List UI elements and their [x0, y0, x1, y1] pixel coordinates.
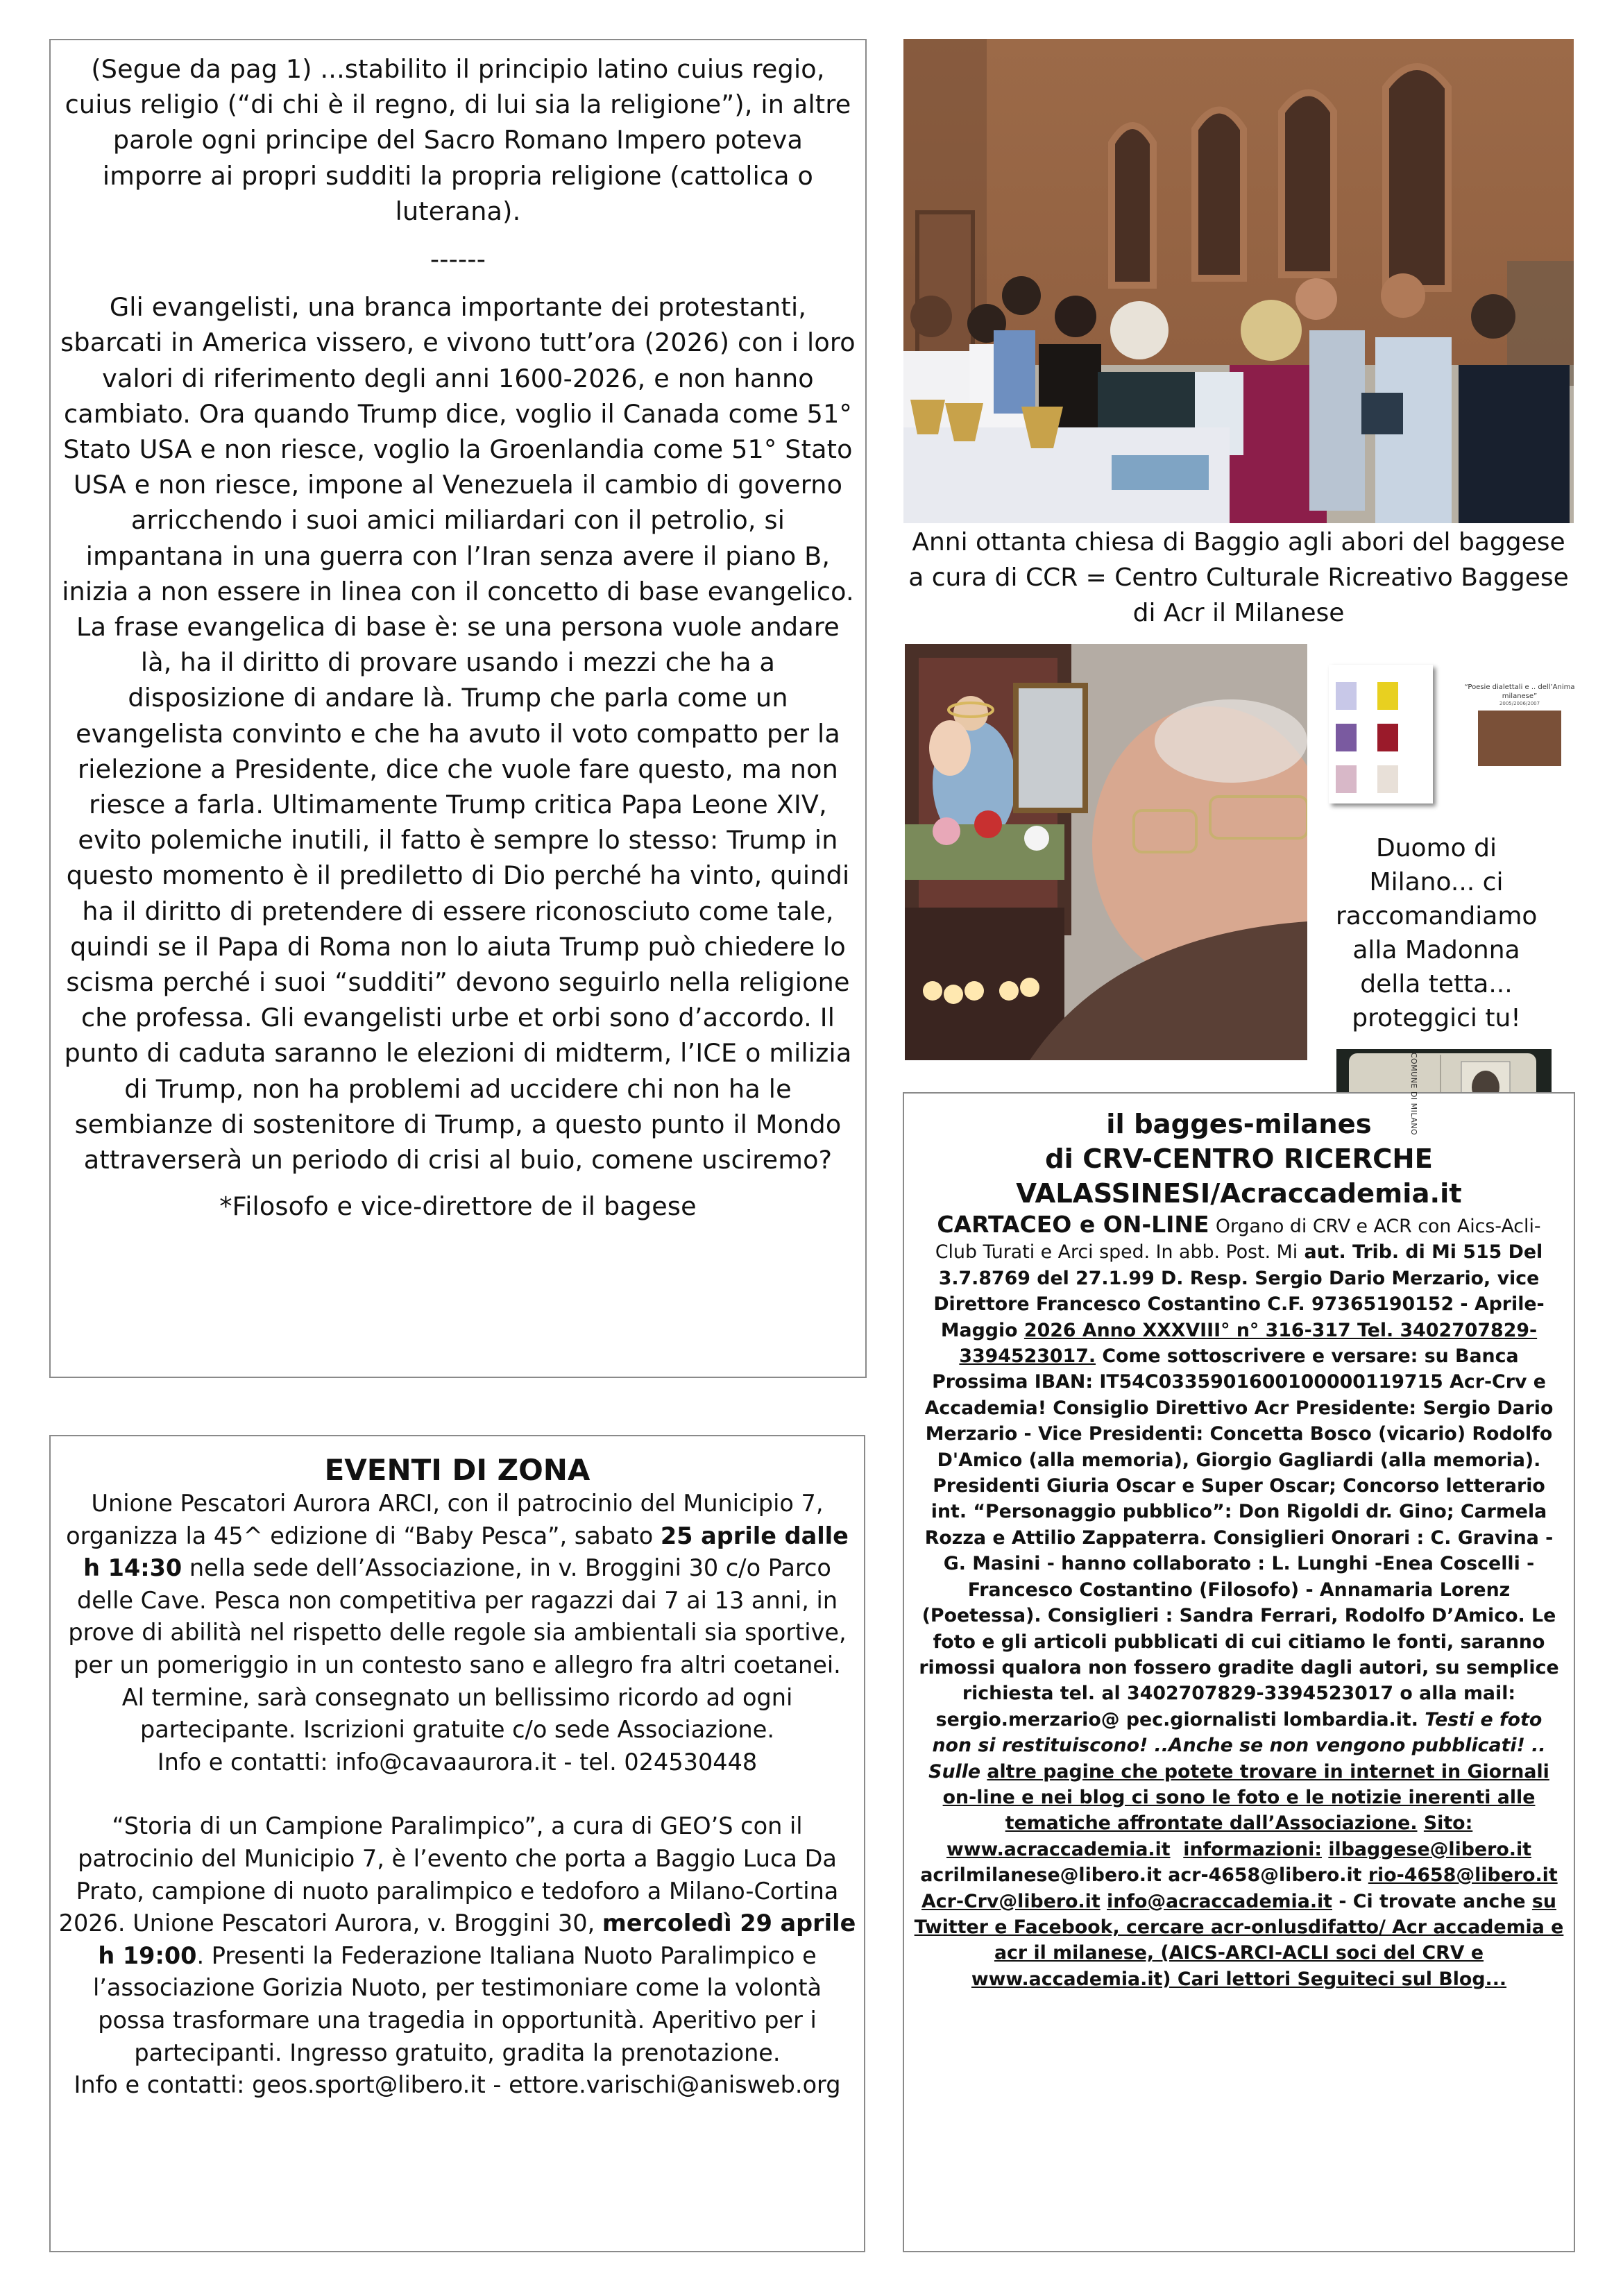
email-rio[interactable]: rio-4658@libero.it [1368, 1864, 1558, 1887]
email-ilbaggese[interactable]: ilbaggese@libero.it [1328, 1838, 1531, 1860]
masthead-body [914, 1211, 1564, 1992]
masthead-info-label: informazioni: [1183, 1838, 1322, 1860]
books-title: “Poesie dialettali e .. dell’Anima milanese” [1464, 683, 1575, 700]
events-spacer [58, 1778, 857, 1810]
book-cover [1336, 724, 1357, 751]
event-paralimpico [58, 1810, 857, 2069]
email-acr-crv[interactable]: Acr-Crv@libero.it [921, 1890, 1101, 1912]
event1-note: Al termine, sarà consegnato un bellissimo ricordo ad ogni partecipante. Iscrizioni gratuite c/o sede Associazione. [121, 1683, 793, 1744]
article-intro: (Segue da pag 1) ...stabilito il principio latino cuius regio, cuius religio (“di chi è il regno, di lui sia la religione”), in altre parole ogni principe del Sacro Romano Impero poteva imporre ai propri sudditi la propria religione (cattolica o luterana). [65, 54, 851, 226]
article-separator: ------ [430, 244, 486, 275]
email-info[interactable]: info@acraccademia.it [1107, 1890, 1332, 1912]
book-cover [1377, 765, 1398, 793]
duomo-caption: Duomo di Milano... ci raccomandiamo alla Madonna della tetta... proteggici tu! [1336, 834, 1538, 1032]
event2-date: mercoledì 29 aprile h 19:00 [98, 1910, 856, 1969]
masthead-links-intro: altre pagine che potete trovare in internet in Giornali on-line e nei blog ci sono le foto e le notizie inerenti alle tematiche affrontate dall’Associazione. [942, 1760, 1549, 1835]
books-catalog-page [1329, 665, 1433, 803]
article-body: Gli evangelisti, una branca importante dei protestanti, sbarcati in America vissero, e vivono tutt’ora (2026) con i loro valori di riferimento degli anni 1600-2026, e non hanno cambiato. Ora quando Trump dice, voglio il Canada come 51° Stato USA e non riesce, voglio la Groenlandia come 51° Stato USA e non riesce, impone al Venezuela il cambio di governo arricchendo i suoi amici miliardari con il petrolio, si impantana in una guerra con l’Iran senza avere il piano B, inizia a non essere in linea con il concetto di base evangelico. La frase evangelica di base è: se una persona vuole andare là, ha il diritto di provare usando i mezzi che ha a disposizione di andare là. Trump che parla come un evangelista convinto e che ha avuto il voto compatto per la rielezione a Presidente, dice che vuole fare questo, ma non riesce a farla. Ultimamente Trump critica Papa Leone XIV, evito polemiche inutili, il fatto è sempre lo stesso: Trump in questo momento è il prediletto di Dio perché ha vinto, quindi ha il diritto di pretendere di essere riconosciuto come tale, quindi se il Papa di Roma non lo aiuta Trump può chiedere lo scisma perché i suoi “sudditi” devono seguirlo nella religione che professa. Gli evangelisti urbe et orbi sono d’accordo. Il punto di caduta saranno le elezioni di midterm, l’ICE o milizia di Trump, non ha problemi ad uccidere chi non ha le sembianze di sostenitore di Trump, a questo punto il Mondo attraverserà un periodo di crisi al buio, comene usciremo? [60, 292, 856, 1175]
book-cover [1336, 682, 1357, 710]
event-baby-pesca [58, 1488, 857, 1682]
book-cover [1377, 724, 1398, 751]
masthead-disclaimer: Testi e foto non si restituiscono! ..Anche se non vengono pubblicati! .. Sulle [928, 1708, 1546, 1783]
book-cover [1336, 765, 1357, 793]
event1-text-b: nella sede dell’Associazione, in v. Broggini 30 c/o Parco delle Cave. Pesca non competitiva per ragazzi dai 7 ai 13 anni, in prove di abilità nel rispetto delle regole sia ambientali sia sportive, per un pomeriggio in un contesto sano e allegro fra altri coetanei. [68, 1554, 847, 1678]
book-cover [1377, 682, 1398, 710]
selfie-photo [905, 644, 1307, 1060]
ceremony-caption: Anni ottanta chiesa di Baggio agli abori del baggese a cura di CCR = Centro Culturale Ricreativo Baggese di Acr il Milanese [908, 528, 1569, 627]
masthead-subtitle: di CRV-CENTRO RICERCHE VALASSINESI/Acraccademia.it [1016, 1143, 1462, 1209]
ceremony-photo-image [903, 39, 1574, 523]
masthead-issue: 2026 Anno XXXVIII° n° 316-317 Tel. 3402707829-3394523017. [959, 1319, 1538, 1368]
idcard-label: COMUNE DI MILANO [1409, 1052, 1419, 1136]
event2-text-b: . Presenti la Federazione Italiana Nuoto Paralimpico e l’associazione Gorizia Nuoto, per testimoniare come la volontà possa trasformare una tragedia in opportunità. Aperitivo per i partecipanti. Ingresso gratuito, gradita la prenotazione. [92, 1941, 822, 2066]
masthead-authorization: aut. Trib. di Mi 515 Del 3.7.8769 del 27.1.99 D. Resp. Sergio Dario Merzario, vice Direttore Francesco Costantino C.F. 97365190152 - Aprile-Maggio [933, 1241, 1545, 1341]
event1-text-a: Unione Pescatori Aurora ARCI, con il patrocinio del Municipio 7, organizza la 45^ edizione di “Baby Pesca”, sabato [66, 1490, 824, 1549]
masthead-site-link[interactable]: Sito: www.acraccademia.it [946, 1812, 1473, 1860]
article-box [49, 39, 867, 1378]
masthead-subscribe: Come sottoscrivere e versare: su Banca Prossima IBAN: IT54C0335901600100000119715 Acr-Crv e Accademia! Consiglio Direttivo Acr Presidente: Sergio Dario Merzario - Vice Presidenti: Concetta Bosco (vicario) Rodolfo D'Amico (alla memoria), Giorgio Gagliardi (alla memoria). Presidenti Giuria Oscar e Super Oscar; Concorso letterario int. “Personaggio pubblico”: Don Rigoldi dr. Gino; Carmela Rozza e Attilio Zappaterra. Consiglieri Onorari : C. Gravina - G. Masini - hanno collaborato : L. Lunghi -Enea Coscelli - Francesco Costantino (Filosofo) - Annamaria Lorenz (Poetessa). Consiglieri : Sandra Ferrari, Rodolfo D’Amico. Le foto e gli articoli pubblicati di cui citiamo le fonti, saranno rimossi qualora non fossero gradite dagli autori, su semplice richiesta tel. al 3402707829-3394523017 o alla mail: sergio.merzario@ pec.giornalisti lombardia.it. [919, 1345, 1559, 1730]
masthead-social-intro: - Ci trovate anche [1339, 1890, 1526, 1912]
ceremony-photo [903, 39, 1574, 523]
selfie-photo-image [905, 644, 1307, 1060]
events-title: EVENTI DI ZONA [324, 1453, 590, 1487]
books-cover-page [1461, 644, 1579, 766]
email-acrilmilanese[interactable]: acrilmilanese@libero.it acr-4658@libero.it [920, 1864, 1362, 1887]
article-signature: *Filosofo e vice-direttore de il bagese [219, 1191, 697, 1222]
event1-contacts[interactable]: Info e contatti: info@cavaaurora.it - tel. 024530448 [157, 1748, 758, 1776]
event2-text-a: “Storia di un Campione Paralimpico”, a cura di GEO’S con il patrocinio del Municipio 7, è l’evento che porta a Baggio Luca Da Prato, campione di nuoto paralimpico e tedoforo a Milano-Cortina 2026. Unione Pescatori Aurora, v. Broggini 30, [58, 1812, 839, 1937]
books-years: 2005/2006/2007 [1499, 701, 1540, 706]
books-flyer [1322, 644, 1579, 831]
masthead-format: CARTACEO e ON-LINE [937, 1211, 1209, 1238]
masthead-social[interactable]: su Twitter e Facebook, cercare acr-onlusdifatto/ Acr accademia e acr il milanese, (AICS-ARCI-ACLI soci del CRV e www.accademia.it) Cari lettori Seguiteci sul Blog... [914, 1890, 1564, 1990]
masthead-title: il bagges-milanes [1106, 1109, 1372, 1140]
event2-contacts[interactable]: Info e contatti: geos.sport@libero.it - ettore.varischi@anisweb.org [74, 2071, 841, 2099]
event1-date: 25 aprile dalle h 14:30 [83, 1522, 849, 1582]
events-box [49, 1435, 865, 2252]
masthead-organ: Organo di CRV e ACR con Aics-Acli- Club Turati e Arci sped. In abb. Post. Mi [935, 1216, 1541, 1264]
masthead-box [903, 1092, 1575, 2252]
books-award-photo [1478, 711, 1561, 766]
